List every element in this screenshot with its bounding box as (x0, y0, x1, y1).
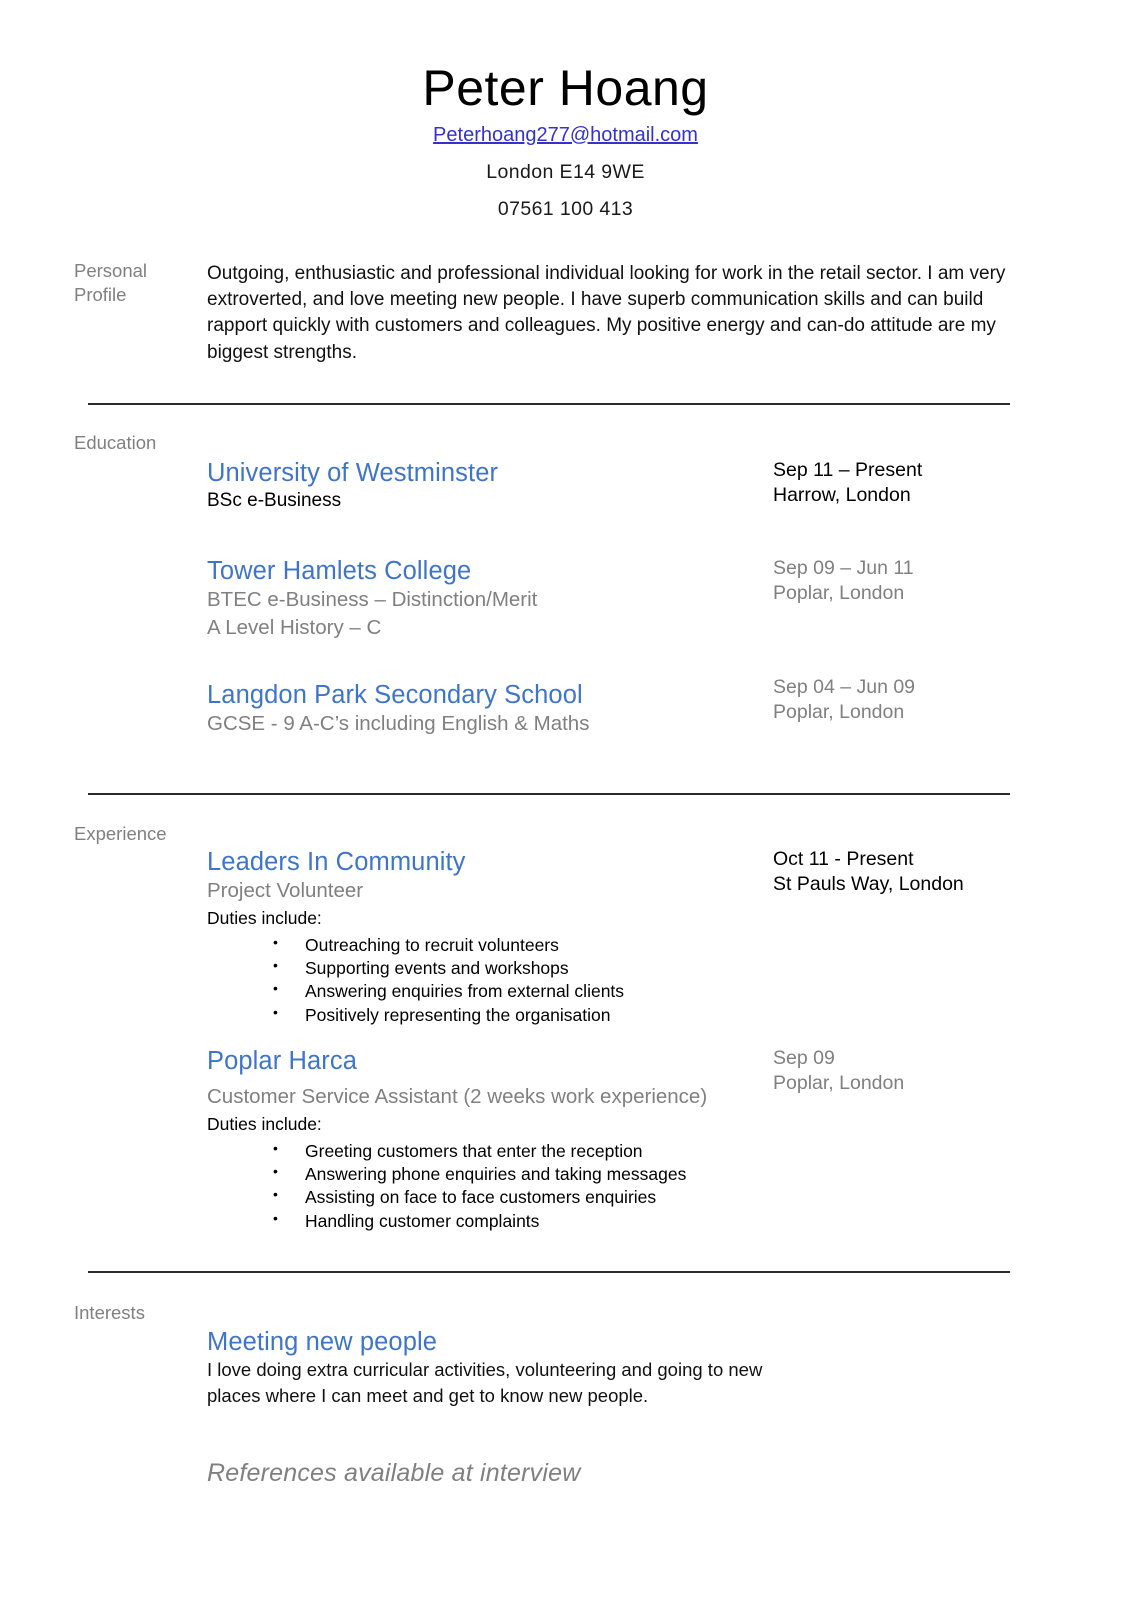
education-meta-2 (773, 556, 1063, 606)
list-item: • Greeting customers that enter the reception (207, 1140, 707, 1163)
candidate-address: London E14 9WE (486, 160, 645, 183)
education-org-2: Tower Hamlets College (207, 557, 472, 585)
candidate-name: Peter Hoang (422, 60, 709, 116)
references-note: References available at interview (207, 1459, 581, 1487)
section-label-personal-profile (74, 259, 209, 308)
list-item: • Answering phone enquiries and taking messages (207, 1163, 707, 1186)
resume-header (0, 0, 1131, 221)
experience-duties-heading-1: Duties include: (207, 908, 322, 929)
education-entry-3 (207, 680, 589, 738)
education-subtitle-2b: A Level History – C (207, 616, 382, 640)
education-location-2: Poplar, London (773, 581, 905, 604)
experience-org-1: Leaders In Community (207, 848, 466, 876)
experience-location-2: Poplar, London (773, 1071, 905, 1094)
email-link[interactable]: Peterhoang277@hotmail.com (433, 123, 698, 146)
section-divider-2 (88, 793, 1010, 795)
personal-profile-label-line2: Profile (74, 284, 127, 306)
education-location-3: Poplar, London (773, 700, 905, 723)
education-subtitle-3: GCSE - 9 A-C’s including English & Maths (207, 712, 590, 736)
education-org-1: University of Westminster (207, 459, 499, 487)
interests-text: I love doing extra curricular activities, volunteering and going to new places where I can meet and get to know new people. (207, 1359, 763, 1406)
experience-location-1: St Pauls Way, London (773, 872, 964, 895)
section-label-experience: Experience (74, 823, 167, 844)
education-dates-3: Sep 04 – Jun 09 (773, 676, 916, 698)
list-item: • Handling customer complaints (207, 1210, 707, 1233)
education-entry-2 (207, 556, 537, 643)
experience-role-1: Project Volunteer (207, 879, 364, 903)
section-label-interests: Interests (74, 1302, 145, 1323)
education-meta-3 (773, 675, 1063, 725)
list-item: • Assisting on face to face customers enquiries (207, 1186, 707, 1209)
experience-meta-2 (773, 1046, 1063, 1096)
personal-profile-label-line1: Personal (74, 260, 148, 281)
education-location-1: Harrow, London (773, 483, 911, 506)
experience-duties-heading-2: Duties include: (207, 1114, 322, 1135)
list-item: • Positively representing the organisation (207, 1004, 624, 1027)
experience-meta-1 (773, 847, 1063, 897)
interests-entry (207, 1327, 767, 1409)
education-dates-2: Sep 09 – Jun 11 (773, 557, 914, 579)
section-label-education: Education (74, 432, 157, 453)
education-subtitle-1: BSc e-Business (207, 490, 342, 512)
experience-entry-1 (207, 847, 624, 1027)
section-divider-3 (88, 1271, 1010, 1273)
section-divider-1 (88, 403, 1010, 405)
candidate-phone: 07561 100 413 (497, 197, 634, 220)
education-subtitle-2: BTEC e-Business – Distinction/Merit (207, 588, 538, 612)
experience-dates-2: Sep 09 (773, 1047, 835, 1069)
list-item: • Supporting events and workshops (207, 957, 624, 980)
experience-role-2: Customer Service Assistant (2 weeks work experience) (207, 1085, 708, 1109)
list-item: • Outreaching to recruit volunteers (207, 934, 624, 957)
experience-duties-list-1 (207, 934, 624, 1027)
experience-org-2: Poplar Harca (207, 1047, 358, 1075)
interests-title: Meeting new people (207, 1328, 438, 1356)
education-org-3: Langdon Park Secondary School (207, 681, 583, 709)
experience-entry-2 (207, 1046, 707, 1233)
education-entry-1 (207, 458, 498, 514)
experience-duties-list-2 (207, 1140, 707, 1233)
education-meta-1 (773, 458, 1063, 508)
personal-profile-text: Outgoing, enthusiastic and professional individual looking for work in the retail sector. I am very extroverted, and love meeting new people. I have superb communication skills and can build rapport quickly with customers and colleagues. My positive energy and can-do attitude are my biggest strengths. (207, 263, 1006, 363)
education-dates-1: Sep 11 – Present (773, 459, 923, 481)
list-item: • Answering enquiries from external clients (207, 980, 624, 1003)
experience-dates-1: Oct 11 - Present (773, 848, 914, 870)
